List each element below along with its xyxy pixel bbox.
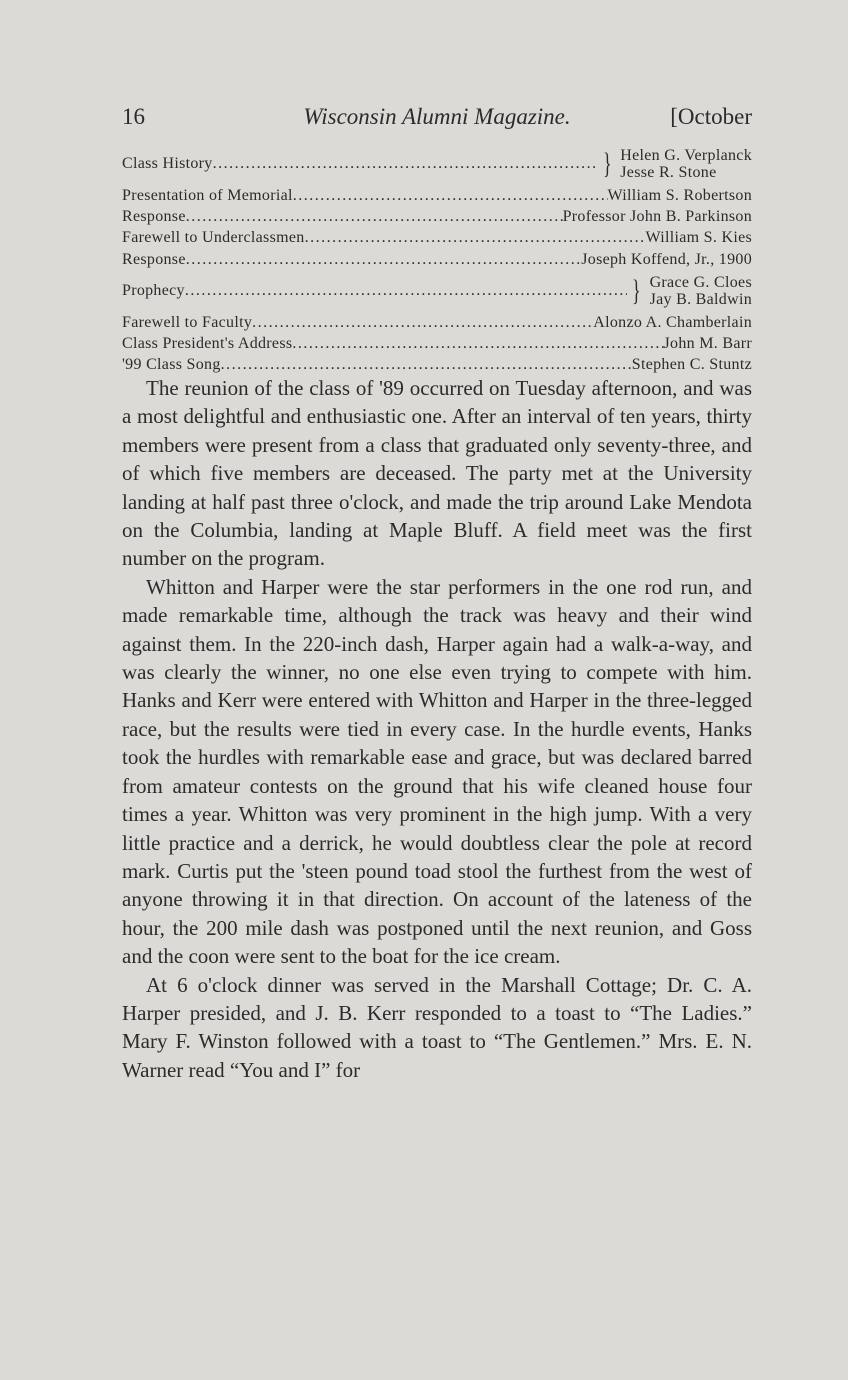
program-row bbox=[122, 312, 752, 333]
program-row bbox=[122, 249, 752, 270]
performer: William S. Robertson bbox=[607, 186, 752, 204]
leader-dots bbox=[213, 153, 598, 174]
page-header bbox=[122, 104, 752, 134]
program-item: Class History bbox=[122, 155, 213, 173]
leader-dots bbox=[305, 227, 646, 248]
program-item: '99 Class Song bbox=[122, 356, 221, 374]
performer: Helen G. Verplanck bbox=[620, 147, 752, 164]
leader-dots bbox=[252, 312, 593, 333]
leader-dots bbox=[221, 354, 632, 375]
performer: Jesse R. Stone bbox=[620, 164, 717, 181]
program-item: Response bbox=[122, 208, 186, 226]
leader-dots bbox=[292, 333, 663, 354]
program-item: Presentation of Memorial bbox=[122, 186, 293, 204]
performer: Alonzo A. Chamberlain bbox=[593, 313, 752, 331]
program-row bbox=[122, 333, 752, 354]
leader-dots bbox=[186, 249, 582, 270]
magazine-title: Wisconsin Alumni Magazine. bbox=[303, 104, 571, 129]
leader-dots bbox=[293, 185, 608, 206]
program-item: Farewell to Underclassmen bbox=[122, 229, 305, 247]
paragraph: At 6 o'clock dinner was served in the Marshall Cottage; Dr. C. A. Harper presided, and J. B. Kerr responded to a toast to “The Ladies.” Mary F. Winston followed with a toast to “The Gentlemen.” Mrs. E. N. Warner read “You and I” for bbox=[122, 972, 752, 1082]
program-row bbox=[122, 354, 752, 375]
program-item: Farewell to Faculty bbox=[122, 313, 253, 331]
brace-icon: } bbox=[602, 147, 612, 180]
brace-icon: } bbox=[631, 273, 641, 307]
performer: John M. Barr bbox=[663, 334, 752, 352]
program-item: Class President's Address bbox=[122, 334, 293, 352]
performer-pair bbox=[598, 147, 752, 181]
performer-pair bbox=[627, 274, 752, 308]
program-item: Prophecy bbox=[122, 282, 185, 300]
program-list bbox=[122, 143, 752, 375]
leader-dots bbox=[185, 280, 627, 301]
program-row bbox=[122, 185, 752, 206]
performer: Joseph Koffend, Jr., 1900 bbox=[581, 250, 752, 268]
program-row bbox=[122, 143, 752, 185]
performer: Stephen C. Stuntz bbox=[631, 356, 752, 374]
performer: Grace G. Cloes bbox=[649, 273, 752, 291]
program-item: Response bbox=[122, 250, 186, 268]
paragraph: The reunion of the class of '89 occurred on Tuesday afternoon, and was a most delightful and enthusiastic one. After an interval of ten years, thirty members were present from a class that graduated only seventy-three, and of which five members are deceased. The party met at the University landing at half past three o'clock, and made the trip around Lake Mendota on the Columbia, landing at Maple Bluff. A field meet was the first number on the program. bbox=[122, 376, 752, 571]
page-number: 16 bbox=[122, 104, 145, 129]
program-row bbox=[122, 206, 752, 227]
article-body bbox=[122, 374, 752, 1084]
performer: Professor John B. Parkinson bbox=[562, 208, 752, 226]
program-row bbox=[122, 270, 752, 312]
performer: William S. Kies bbox=[645, 229, 752, 247]
performer: Jay B. Baldwin bbox=[649, 290, 752, 308]
issue-month: [October bbox=[670, 104, 752, 129]
paragraph: Whitton and Harper were the star performers in the one rod run, and made remarkable time, although the track was heavy and their wind against them. In the 220-inch dash, Harper again had a walk-a-way, and was clearly the winner, no one else even trying to compete with him. Hanks and Kerr were entered with Whitton and Harper in the three-legged race, but the results were tied in every case. In the hurdle events, Hanks took the hurdles with remarkable ease and grace, but was declared barred from amateur contests on the ground that his wife cleaned house four times a year. Whitton was very prominent in the high jump. With a very little practice and a derrick, he would doubtless clear the pole at record mark. Curtis put the 'steen pound toad stool the furthest from the west of anyone throwing it in that direction. On account of the lateness of the hour, the 200 mile dash was postponed until the next reunion, and Goss and the coon were sent to the boat for the ice cream. bbox=[122, 574, 752, 969]
leader-dots bbox=[186, 206, 563, 227]
program-row bbox=[122, 227, 752, 248]
